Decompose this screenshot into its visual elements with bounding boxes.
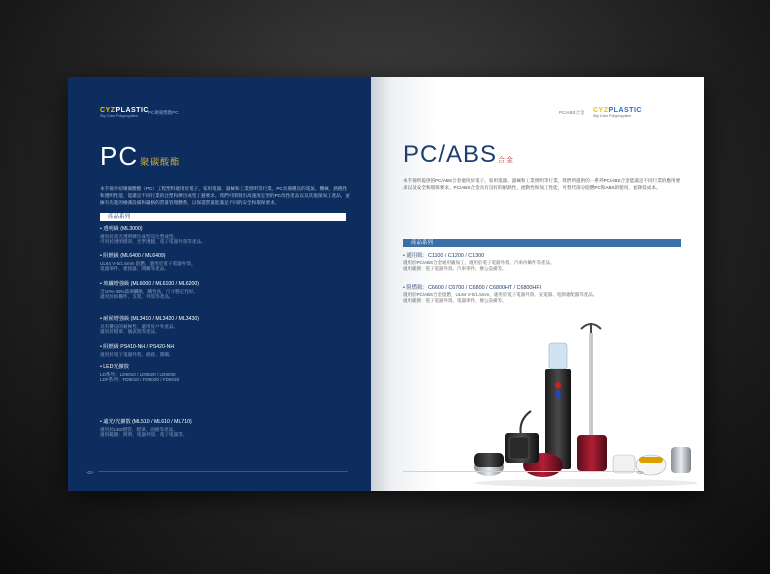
page-header-text: PC/ABS合金: [559, 110, 585, 115]
product-category: • LED光擴散 LD系列：LD9010 / LD9020 / LD9030 LDF系列：FD9010 / FD9020 / FD9030: [100, 364, 180, 383]
product-category: • 通用級：C1100 / C1200 / C1300 適用於PC/ABS合金通用級加工，適用於電子電器外殼，汽車內飾件等產品。 適用範圍：電子電器外殼、汽車零件、辦公設備等。: [403, 253, 555, 271]
brochure-spread: [68, 77, 704, 491]
product-category: • 耐候增強級 (ML3410 / ML3420 / ML3430) 具有優良的耐候性，適用於戶外產品。 適用於燈罩、儀表殼等產品。: [100, 316, 199, 335]
page-number: -03-: [635, 470, 644, 475]
product-category: • 阻燃級 (ML6400 / ML6409) UL94 V-0/1.5mm 阻燃，適用於電子電器外殼。 電器零件、連接器、開關等產品。: [100, 253, 196, 272]
page-number: -02-: [86, 470, 95, 475]
page-header-text: PC聚碳酸酯PC: [148, 110, 179, 115]
water-bottle-icon: [549, 343, 567, 369]
footer-rule: [98, 471, 348, 472]
section-title-bar: 產品系列: [100, 213, 346, 221]
left-page: [68, 77, 371, 491]
page-title: PC 聚碳酸酯: [100, 141, 181, 171]
brand-logo: CYZPLASTIC Sky Color Polypropylene: [593, 107, 642, 118]
right-page: [371, 77, 704, 491]
page-title: PC/ABS合金: [403, 141, 515, 168]
product-category: • 透明級 (ML3000) 適用於高光透明擠出成型及注塑成型。 可用於透明燈罩，光學透鏡，電子電器外殼等產品。: [100, 226, 206, 245]
product-category: • 阻燃級 PS410-NH / PS420-NH 適用於電子電器外殼、插座、開關。: [100, 344, 175, 357]
footer-rule: [403, 471, 641, 472]
intro-paragraph: 本手冊所提供的PC/ABS合金適用於電子、家用電器、器械和工業照明等行業。我們所提供的一系列PC/ABS合金能滿足不同行業的應用要求以及安全和環保要求。PC/ABS合金具有良好的耐熱性，流動性和加工性能，可替代部分阻燃PC和ABS的使用，並降低成本。: [403, 178, 681, 191]
brand-logo: CYZPLASTIC Sky Color Polypropylene: [100, 107, 149, 118]
kettle-icon: [671, 447, 691, 473]
intro-paragraph: 本手冊介紹聚碳酸酯（PC）工程塑料適用於電子、家用電器、器械和工業照明等行業。PC具備優良的電氣、機械、熱穩性和透明性能，能滿足不同行業的注塑和擠出成型工藝要求。我們可開發出高速度定型的PC改性產品以及其他深加工產品，並擁有先進的檢測設備和嚴格的質量管理體系，以保證質量能滿足不同的安全和環保要求。: [100, 186, 350, 206]
product-category: • 玻纖增強級 (ML6000 / ML6100 / ML6200) 含10%-30%玻璃纖維，剛性高，尺寸穩定性好。 適用於結構件、支架、外殼等產品。: [100, 281, 199, 300]
product-category: • 阻燃級：C6600 / C6700 / C6800 / C6800HT / C6800HFI 適用於PC/ABS合金阻燃，UL94 V-0/1.5mm，適用於電子電器外殼、充電器、電源適配器等產品。 適用範圍：電子電器外殼、電器零件、辦公設備等。: [403, 285, 598, 303]
section-title-bar: 產品系列: [403, 239, 681, 247]
garment-steamer-icon: [577, 435, 607, 471]
appliances-illustration: [471, 315, 701, 491]
product-category: • 適光/光擴散 (ML510 / ML610 / ML710) 適用於LED燈管、燈罩、面板等產品。 適用範圍：照明、電器外殼、電子電器等。: [100, 419, 192, 438]
